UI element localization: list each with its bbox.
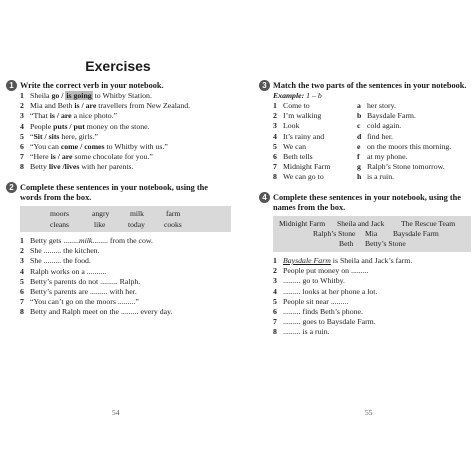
item-text-end: from the cow. [107, 236, 153, 245]
exercise-3-instruction: Match the two parts of the sentences in your notebook. [273, 81, 467, 90]
exercise-2-item [20, 236, 232, 246]
item-number: 6 [20, 286, 24, 296]
item-text [283, 307, 363, 317]
item-text-end: to Whitby Station. [92, 91, 152, 100]
item-text [30, 256, 91, 266]
blank-line: ......... [43, 256, 62, 266]
word-box-item: moors [50, 209, 69, 218]
item-text [30, 122, 150, 132]
item-text [30, 142, 168, 152]
item-number: 1 [20, 236, 24, 245]
match-row [273, 162, 467, 172]
item-number: 5 [20, 276, 24, 286]
word-box-item: milk [130, 209, 144, 218]
names-box-item: The Rescue Team [401, 219, 456, 228]
item-text-start: She [30, 256, 44, 266]
blank-line: ......... [100, 276, 118, 286]
example-label: Example: [273, 91, 305, 100]
match-left: We can [283, 141, 306, 151]
right-page [237, 0, 473, 473]
exercise-3-example [273, 91, 463, 101]
match-row [273, 172, 467, 182]
filled-answer: Baysdale Farm [283, 256, 331, 265]
exercise-1-item [20, 122, 232, 132]
match-letter: c [357, 121, 361, 131]
item-text-start: Betty and Ralph meet on the [30, 307, 121, 317]
item-number: 1 [273, 101, 277, 110]
item-text-start: Betty’s parents are [30, 286, 90, 296]
item-number: 5 [20, 131, 24, 141]
item-text-end: the kitchen. [61, 246, 100, 256]
match-right: at my phone. [367, 151, 408, 161]
verb-choice: live /lives [48, 162, 80, 172]
item-sentence: ......... finds Beth’s phone. [283, 306, 363, 316]
highlighted-answer: is going [66, 91, 92, 100]
exercise-1-item [20, 162, 232, 172]
verb-choice: is / are [74, 101, 97, 111]
exercise-2-number: 2 [6, 182, 17, 193]
item-text-start: Betty gets [30, 236, 64, 245]
match-row [273, 152, 467, 162]
exercise-4-list [273, 256, 469, 338]
names-box-item: Sheila and Jack [337, 219, 385, 228]
exercise-2-list [20, 236, 232, 318]
exercise-4-item [273, 276, 469, 286]
item-number: 8 [20, 307, 24, 317]
item-text-start: People [30, 121, 54, 131]
match-right: is a ruin. [367, 172, 395, 182]
item-text [30, 152, 153, 162]
verb-choice: puts / put [53, 121, 85, 131]
item-number: 2 [273, 266, 277, 276]
match-letter: d [357, 131, 362, 141]
exercise-1-instruction: Write the correct verb in your notebook. [20, 81, 164, 90]
word-box-item: angry [92, 209, 110, 218]
match-letter: e [357, 141, 361, 151]
exercise-2-instruction-line1: Complete these sentences in your notebook, using the [20, 183, 208, 192]
word-box-item: cleans [50, 220, 69, 229]
exercise-4-instruction-line2: names from the box. [273, 203, 346, 212]
item-number: 2 [20, 246, 24, 256]
match-left: Midnight Farm [283, 162, 331, 172]
item-number: 7 [273, 317, 277, 327]
example-value: 1 – b [304, 91, 322, 100]
item-text-start: “Here [30, 152, 51, 162]
item-text-start: “You can’t go on the moors [30, 297, 118, 307]
item-text [30, 236, 153, 246]
match-left: Come to [283, 101, 310, 110]
item-text-end: money on the stone. [84, 121, 150, 131]
item-number: 8 [273, 172, 277, 182]
item-number: 4 [20, 266, 24, 276]
item-number: 1 [20, 91, 24, 100]
item-sentence: ......... go to Whitby. [283, 276, 345, 286]
item-number: 3 [273, 121, 277, 131]
blank-line: ......... [117, 297, 136, 307]
exercise-1-number: 1 [6, 80, 17, 91]
exercise-2-item [20, 277, 232, 287]
item-text-end: here, girls.” [59, 131, 99, 141]
item-text-end: . [104, 266, 107, 276]
item-text-end: to Whitby with us.” [104, 141, 168, 151]
item-sentence: ......... looks at her phone a lot. [283, 286, 378, 296]
exercise-1-item [20, 142, 232, 152]
item-number: 4 [20, 121, 24, 131]
item-text-end: some chocolate for you.” [72, 152, 153, 162]
exercise-4-item [273, 287, 469, 297]
names-box-item: Baysdale Farm [393, 229, 439, 238]
item-text [283, 287, 377, 297]
match-left: We can go to [283, 172, 324, 182]
match-right: her story. [367, 101, 396, 110]
item-number: 2 [273, 111, 277, 121]
item-text [283, 327, 330, 337]
exercise-2-item [20, 246, 232, 256]
item-text-start: She [30, 246, 44, 256]
exercise-3-number: 3 [259, 80, 270, 91]
item-text [283, 276, 345, 286]
match-letter: h [357, 172, 362, 182]
item-number: 6 [273, 151, 277, 161]
exercise-4-item [273, 256, 469, 266]
item-text [30, 162, 134, 172]
item-number: 3 [20, 256, 24, 266]
match-right: Baysdale Farm. [367, 111, 416, 121]
item-text [30, 91, 152, 101]
exercise-2-item [20, 267, 232, 277]
match-letter: a [357, 101, 361, 110]
item-text-start: Betty [30, 162, 49, 172]
names-box-item: Ralph’s Stone [313, 229, 356, 238]
exercise-4-number: 4 [259, 192, 270, 203]
names-box-item: Beth [339, 239, 354, 248]
match-letter: f [357, 151, 360, 161]
item-sentence: People put money on ......... [283, 266, 369, 276]
item-number: 1 [273, 256, 277, 265]
verb-choice: is / are [49, 111, 72, 121]
item-text [30, 277, 140, 287]
exercise-4-item [273, 266, 469, 276]
item-text-start: Betty’s parents do not [30, 276, 101, 286]
exercise-4-instruction-line1: Complete these sentences in your notebook, using the [273, 193, 461, 202]
item-text [30, 111, 117, 121]
exercise-1-item [20, 101, 232, 111]
item-text [283, 266, 369, 276]
item-text [30, 246, 100, 256]
exercise-2-instruction-line2: words from the box. [20, 193, 92, 202]
names-box-item: Midnight Farm [279, 219, 326, 228]
match-left: Beth tells [283, 151, 313, 161]
item-text-start: Mia and Beth [30, 101, 75, 111]
word-box-item: cooks [164, 220, 182, 229]
match-right: on the moors this morning. [367, 141, 452, 151]
item-sentence: ......... is a ruin. [283, 327, 330, 337]
item-number: 7 [273, 162, 277, 172]
exercise-1-item [20, 111, 232, 121]
match-letter: b [357, 111, 362, 121]
exercise-2-item [20, 307, 232, 317]
blank-line: ......... [86, 266, 105, 276]
item-number: 7 [20, 152, 24, 162]
item-text-start: Ralph works on a [30, 266, 87, 276]
item-text [30, 297, 139, 307]
exercise-4-item [273, 307, 469, 317]
item-text [283, 297, 348, 307]
item-sentence: is Sheila and Jack’s farm. [330, 256, 413, 265]
item-text-end: Ralph. [117, 276, 141, 286]
item-text-end: a nice photo.” [71, 111, 118, 121]
answer-dots-right: ........ [92, 236, 108, 245]
verb-choice: go / [51, 91, 66, 100]
match-row [273, 111, 467, 121]
item-sentence: ......... goes to Baysdale Farm. [283, 317, 376, 327]
item-number: 5 [273, 296, 277, 306]
item-number: 5 [273, 141, 277, 151]
match-left: Look [283, 121, 300, 131]
match-row [273, 142, 467, 152]
match-row [273, 121, 467, 131]
word-box-item: like [94, 220, 106, 229]
exercise-1-item [20, 152, 232, 162]
match-left: I’m walking [283, 111, 322, 121]
names-box-item: Mia [365, 229, 378, 238]
item-number: 4 [273, 286, 277, 296]
exercise-2-item [20, 287, 232, 297]
exercise-4-item [273, 297, 469, 307]
item-text [283, 256, 412, 266]
item-text [30, 132, 98, 142]
answer-dots-left: ........ [63, 236, 79, 245]
item-text [30, 101, 190, 111]
item-number: 3 [20, 111, 24, 121]
item-text-end: every day. [138, 307, 173, 317]
item-number: 8 [20, 162, 24, 172]
match-letter: g [357, 162, 361, 172]
names-box-item: Betty’s Stone [365, 239, 406, 248]
exercise-2-item [20, 256, 232, 266]
item-text-start: “You can [30, 141, 61, 151]
page-number: 55 [365, 408, 373, 417]
item-text [30, 267, 106, 277]
exercise-4-item [273, 317, 469, 327]
word-box-item: today [128, 220, 145, 229]
exercise-2-item [20, 297, 232, 307]
blank-line: ......... [120, 307, 139, 317]
item-text-end: the food. [61, 256, 91, 266]
item-number: 6 [273, 306, 277, 316]
match-row [273, 101, 467, 111]
item-number: 4 [273, 131, 277, 141]
item-text-start: “That [30, 111, 50, 121]
item-number: 3 [273, 276, 277, 286]
item-number: 6 [20, 141, 24, 151]
verb-choice: come / comes [60, 141, 105, 151]
item-number: 2 [20, 101, 24, 111]
match-left: It’s rainy and [283, 131, 325, 141]
item-number: 7 [20, 297, 24, 307]
item-text-end: ” [135, 297, 139, 307]
match-right: cold again. [367, 121, 402, 131]
item-text [283, 317, 376, 327]
item-text [30, 307, 172, 317]
item-text [30, 287, 137, 297]
word-box-item: farm [166, 209, 181, 218]
item-text-start: Sheila [30, 91, 52, 100]
filled-answer: milk [78, 236, 93, 245]
exercise-1-item [20, 132, 232, 142]
names-box [273, 216, 471, 252]
blank-line: ......... [89, 286, 108, 296]
item-sentence: People sit near ......... [283, 296, 349, 306]
left-page [0, 0, 236, 473]
item-text-end: with her. [107, 286, 137, 296]
word-box [20, 206, 231, 232]
match-row [273, 132, 467, 142]
page-number: 54 [112, 408, 120, 417]
match-right: find her. [367, 131, 393, 141]
item-text-start: “ [30, 131, 34, 141]
blank-line: ......... [43, 246, 62, 256]
exercise-4-item [273, 327, 469, 337]
exercise-1-list [20, 91, 232, 173]
page-title: Exercises [85, 58, 151, 74]
item-text-end: travellers from New Zealand. [96, 101, 191, 111]
exercise-1-item [20, 91, 232, 101]
item-number: 8 [273, 327, 277, 337]
item-text-end: with her parents. [79, 162, 134, 172]
exercise-3-match-list [273, 101, 467, 183]
verb-choice: Sit / sits [33, 131, 60, 141]
match-right: Ralph’s Stone tomorrow. [367, 162, 445, 172]
verb-choice: is / are [50, 152, 73, 162]
